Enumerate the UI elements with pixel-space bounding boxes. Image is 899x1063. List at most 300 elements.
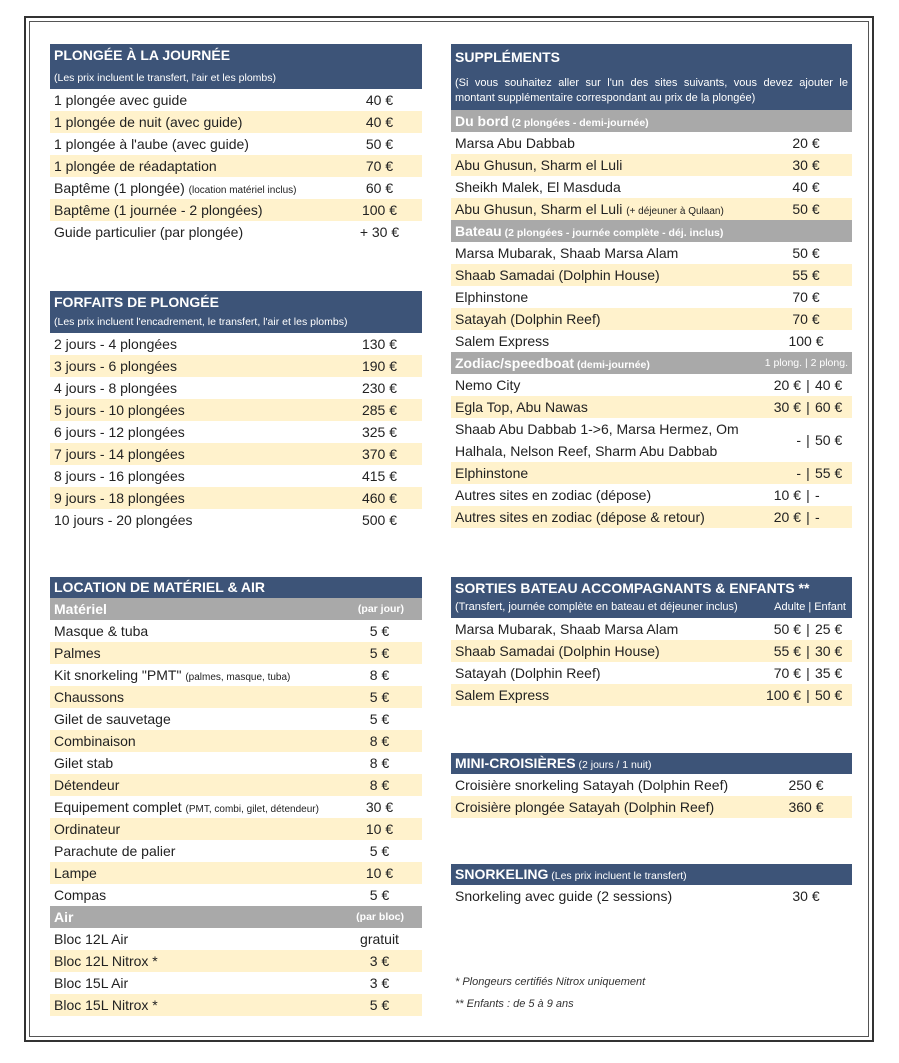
item-name (455, 242, 760, 264)
subheader-label: Bateau (455, 223, 502, 239)
item-name (455, 132, 760, 154)
item-label: Marsa Abu Dabbab (455, 135, 575, 151)
price-row (451, 154, 852, 176)
price-row (451, 618, 852, 640)
price-row (50, 884, 422, 906)
price-b: 25 € (815, 621, 843, 637)
item-label: 10 jours - 20 plongées (54, 512, 193, 528)
section-title: FORFAITS DE PLONGÉE (54, 294, 219, 310)
item-name (54, 928, 337, 950)
item-prices (760, 662, 852, 684)
item-label: Marsa Mubarak, Shaab Marsa Alam (455, 245, 679, 261)
price-row (451, 374, 852, 396)
item-prices (760, 418, 852, 462)
item-name (54, 443, 337, 465)
section-location (50, 577, 422, 1016)
price-row (50, 774, 422, 796)
section-header (50, 577, 422, 598)
item-label: Nemo City (455, 377, 521, 393)
column-b-label: 2 plong. (810, 357, 848, 369)
item-name (54, 199, 337, 221)
item-price: 5 € (369, 711, 390, 727)
item-price: 500 € (361, 512, 398, 528)
subheader-bateau (451, 220, 852, 242)
price-a: 20 € (773, 509, 801, 525)
item-label: 8 jours - 16 plongées (54, 468, 185, 484)
item-price: 360 € (788, 799, 824, 815)
section-subtitle: (Si vous souhaitez aller sur l'un des sites suivants, vous devez ajouter le montant supplémentaire correspondant au prix de la plongée) (455, 77, 848, 104)
item-name (54, 465, 337, 487)
item-label: Marsa Mubarak, Shaab Marsa Alam (455, 621, 679, 637)
section-header (50, 44, 422, 89)
price-row (50, 465, 422, 487)
item-price: 3 € (369, 975, 390, 991)
item-label: 7 jours - 14 plongées (54, 446, 185, 462)
item-name (54, 333, 337, 355)
item-name (54, 355, 337, 377)
item-name (54, 399, 337, 421)
item-name (455, 374, 760, 396)
item-name (455, 286, 760, 308)
item-price: 40 € (792, 179, 820, 195)
item-price: + 30 € (359, 224, 400, 240)
item-label: Guide particulier (par plongée) (54, 224, 244, 240)
item-note: (location matériel inclus) (188, 185, 297, 196)
item-price: 20 € (792, 135, 820, 151)
price-list (50, 333, 422, 531)
price-row (451, 684, 852, 706)
price-row (50, 620, 422, 642)
item-label: Détendeur (54, 777, 120, 793)
price-separator: | (806, 621, 810, 637)
section-title: SNORKELING (455, 866, 549, 882)
item-price: 50 € (792, 245, 820, 261)
price-list (451, 242, 852, 352)
item-name (455, 308, 760, 330)
item-label: Shaab Abu Dabbab 1->6, Marsa Hermez, Om Halhala, Nelson Reef, Sharm Abu Dabbab (455, 421, 739, 459)
price-row (451, 796, 852, 818)
price-separator: | (806, 509, 810, 525)
column-a-label: Adulte (774, 601, 806, 613)
item-price: 5 € (369, 689, 390, 705)
item-prices (760, 618, 852, 640)
subheader-detail: (demi-journée) (574, 359, 650, 371)
item-label: Salem Express (455, 333, 550, 349)
item-label: Baptême (1 plongée) (54, 180, 189, 196)
item-name (455, 506, 760, 528)
item-name (54, 774, 337, 796)
price-row (50, 443, 422, 465)
price-row (50, 421, 422, 443)
item-name (54, 840, 337, 862)
item-price: 460 € (361, 490, 398, 506)
item-prices (760, 684, 852, 706)
item-name (455, 618, 760, 640)
price-row (451, 640, 852, 662)
subheader-label: Zodiac/speedboat (455, 355, 575, 371)
item-name (54, 421, 337, 443)
price-row (50, 972, 422, 994)
section-accompagnants (451, 577, 852, 706)
item-price: 70 € (792, 311, 820, 327)
subheader-zodiac (451, 352, 852, 374)
item-price: 55 € (792, 267, 820, 283)
item-name (54, 862, 337, 884)
item-label: Bloc 12L Nitrox * (54, 953, 158, 969)
section-title: LOCATION DE MATÉRIEL & AIR (54, 579, 266, 595)
item-label: Combinaison (54, 733, 136, 749)
price-list (50, 89, 422, 243)
item-name (54, 509, 337, 531)
item-label: 4 jours - 8 plongées (54, 380, 177, 396)
price-row (451, 774, 852, 796)
price-row (451, 242, 852, 264)
price-row (451, 176, 852, 198)
item-note: (palmes, masque, tuba) (185, 672, 291, 683)
subheader-unit: (par bloc) (356, 911, 404, 923)
price-row (50, 355, 422, 377)
price-row (50, 133, 422, 155)
item-name (455, 154, 760, 176)
item-label: 1 plongée à l'aube (avec guide) (54, 136, 249, 152)
price-b: 60 € (815, 399, 843, 415)
price-separator: | (806, 487, 810, 503)
item-name (455, 484, 760, 506)
item-price: 30 € (365, 799, 394, 815)
item-name (455, 330, 760, 352)
item-price: 70 € (792, 289, 820, 305)
price-b: 30 € (815, 643, 843, 659)
item-price: 40 € (365, 114, 394, 130)
item-price: 230 € (361, 380, 398, 396)
price-row (50, 950, 422, 972)
item-label: Autres sites en zodiac (dépose & retour) (455, 509, 705, 525)
price-b: 40 € (815, 377, 843, 393)
price-separator: | (806, 643, 810, 659)
price-b: - (815, 487, 820, 503)
section-detail: (Les prix incluent le transfert) (548, 870, 687, 882)
item-name (455, 684, 760, 706)
item-label: Parachute de palier (54, 843, 176, 859)
item-label: Abu Ghusun, Sharm el Luli (455, 157, 623, 173)
item-name (54, 664, 337, 686)
item-label: Croisière plongée Satayah (Dolphin Reef) (455, 799, 715, 815)
item-label: Satayah (Dolphin Reef) (455, 311, 601, 327)
item-label: 1 plongée de nuit (avec guide) (54, 114, 243, 130)
item-prices (760, 484, 852, 506)
item-label: 1 plongée avec guide (54, 92, 188, 108)
price-list (451, 132, 852, 220)
item-name (54, 796, 337, 818)
item-name (54, 377, 337, 399)
item-name (455, 462, 760, 484)
item-price: 5 € (369, 645, 390, 661)
price-list (50, 620, 422, 906)
price-list (50, 928, 422, 1016)
price-b: 50 € (815, 432, 843, 448)
item-name (54, 177, 337, 199)
item-label: Shaab Samadai (Dolphin House) (455, 267, 660, 283)
price-list (451, 774, 852, 818)
item-price: 5 € (369, 887, 390, 903)
section-header (451, 864, 852, 885)
item-label: Kit snorkeling "PMT" (54, 667, 186, 683)
price-separator: | (806, 399, 810, 415)
price-row (50, 730, 422, 752)
item-prices (760, 462, 852, 484)
item-label: Abu Ghusun, Sharm el Luli (455, 201, 627, 217)
price-b: 55 € (815, 465, 843, 481)
subheader-label: Matériel (54, 601, 107, 617)
section-subtitle: (Les prix incluent le transfert, l'air et les plombs) (54, 72, 277, 84)
price-row (50, 377, 422, 399)
item-name (455, 264, 760, 286)
item-price: 130 € (361, 336, 398, 352)
price-separator: | (806, 465, 810, 481)
section-header (451, 577, 852, 618)
item-label: 9 jours - 18 plongées (54, 490, 185, 506)
item-name (455, 418, 760, 462)
item-price: 5 € (369, 843, 390, 859)
item-price: 285 € (361, 402, 398, 418)
price-separator: | (806, 687, 810, 703)
item-name (54, 642, 337, 664)
price-a: 50 € (773, 621, 801, 637)
price-a: 100 € (765, 687, 801, 703)
column-a-label: 1 plong. (764, 357, 803, 369)
price-row (451, 885, 852, 907)
section-title: SORTIES BATEAU ACCOMPAGNANTS & ENFANTS ** (455, 580, 810, 596)
item-name (54, 730, 337, 752)
item-label: Ordinateur (54, 821, 121, 837)
item-price: 60 € (365, 180, 394, 196)
item-price: 5 € (369, 623, 390, 639)
price-row (451, 662, 852, 684)
price-row (50, 752, 422, 774)
section-journee (50, 44, 422, 243)
item-name (455, 198, 760, 220)
price-list (451, 374, 852, 528)
item-price: 8 € (369, 733, 390, 749)
item-name (455, 885, 760, 907)
price-row (50, 664, 422, 686)
item-label: Lampe (54, 865, 97, 881)
item-name (54, 620, 337, 642)
price-a: 20 € (773, 377, 801, 393)
price-separator: | (806, 432, 810, 448)
item-prices (760, 640, 852, 662)
price-row (50, 840, 422, 862)
price-row (451, 506, 852, 528)
price-a: 55 € (773, 643, 801, 659)
item-name (54, 155, 337, 177)
item-price: 10 € (365, 865, 394, 881)
item-price: 415 € (361, 468, 398, 484)
price-row (451, 330, 852, 352)
price-row (451, 198, 852, 220)
subheader-materiel (50, 598, 422, 620)
subheader-unit: (par jour) (357, 603, 404, 615)
item-label: Sheikh Malek, El Masduda (455, 179, 621, 195)
item-label: 5 jours - 10 plongées (54, 402, 185, 418)
subheader-detail: (2 plongées - journée complète - déj. inclus) (501, 227, 724, 239)
item-label: Croisière snorkeling Satayah (Dolphin Reef) (455, 777, 729, 793)
subheader-air (50, 906, 422, 928)
item-name (455, 396, 760, 418)
section-supplements (451, 44, 852, 528)
item-name (54, 133, 337, 155)
item-prices (760, 506, 852, 528)
item-label: Snorkeling avec guide (2 sessions) (455, 888, 673, 904)
item-name (455, 176, 760, 198)
item-price: 100 € (788, 333, 824, 349)
item-price: 40 € (365, 92, 394, 108)
item-price: 50 € (365, 136, 394, 152)
footnote-enfants: ** Enfants : de 5 à 9 ans (455, 998, 574, 1010)
item-note: (PMT, combi, gilet, détendeur) (185, 804, 319, 815)
section-title: PLONGÉE À LA JOURNÉE (54, 47, 231, 63)
section-title: SUPPLÉMENTS (455, 49, 561, 65)
item-label: Bloc 15L Nitrox * (54, 997, 158, 1013)
section-croisieres (451, 753, 852, 818)
subheader-label: Air (54, 909, 74, 925)
section-header (50, 291, 422, 333)
item-name (54, 686, 337, 708)
price-a: - (796, 432, 801, 448)
item-label: Elphinstone (455, 289, 529, 305)
section-header (451, 753, 852, 774)
item-price: 70 € (365, 158, 394, 174)
price-row (50, 177, 422, 199)
item-label: Satayah (Dolphin Reef) (455, 665, 601, 681)
item-name (54, 994, 337, 1016)
price-b: 35 € (815, 665, 843, 681)
price-row (50, 862, 422, 884)
item-name (54, 487, 337, 509)
subheader-du-bord (451, 110, 852, 132)
item-price: 8 € (369, 667, 390, 683)
section-forfaits (50, 291, 422, 531)
item-label: Chaussons (54, 689, 125, 705)
item-price: 100 € (361, 202, 398, 218)
section-detail: (2 jours / 1 nuit) (575, 759, 652, 771)
price-a: 10 € (773, 487, 801, 503)
price-b: 50 € (815, 687, 843, 703)
item-label: 1 plongée de réadaptation (54, 158, 217, 174)
item-label: 6 jours - 12 plongées (54, 424, 185, 440)
price-row (50, 199, 422, 221)
item-label: Bloc 12L Air (54, 931, 129, 947)
item-label: Gilet stab (54, 755, 114, 771)
subheader-detail: (2 plongées - demi-journée) (508, 117, 649, 129)
item-name (455, 662, 760, 684)
price-b: - (815, 509, 820, 525)
item-price: 50 € (792, 201, 820, 217)
price-row (50, 708, 422, 730)
item-label: Salem Express (455, 687, 550, 703)
item-label: Egla Top, Abu Nawas (455, 399, 588, 415)
section-subtitle: (Les prix incluent l'encadrement, le transfert, l'air et les plombs) (54, 316, 348, 328)
price-row (451, 396, 852, 418)
item-label: Baptême (1 journée - 2 plongées) (54, 202, 263, 218)
item-label: Bloc 15L Air (54, 975, 129, 991)
item-name (455, 640, 760, 662)
price-row (50, 89, 422, 111)
price-row (50, 155, 422, 177)
item-price: 30 € (792, 157, 820, 173)
price-row (50, 221, 422, 243)
price-row (50, 686, 422, 708)
subheader-label: Du bord (455, 113, 509, 129)
item-price: 5 € (369, 997, 390, 1013)
price-a: 70 € (773, 665, 801, 681)
section-subtitle-row: (Transfert, journée complète en bateau et déjeuner inclus) Adulte | Enfant (455, 601, 846, 613)
item-note: (+ déjeuner à Qulaan) (626, 206, 724, 217)
item-price: 8 € (369, 755, 390, 771)
price-row (50, 642, 422, 664)
price-row (451, 308, 852, 330)
section-snorkeling (451, 864, 852, 907)
price-row (451, 286, 852, 308)
item-price: 3 € (369, 953, 390, 969)
price-row (451, 462, 852, 484)
price-row (50, 487, 422, 509)
subheader-columns: 1 plong. | 2 plong. (764, 357, 848, 369)
item-prices (760, 396, 852, 418)
item-name (54, 818, 337, 840)
section-subtitle: (Transfert, journée complète en bateau et déjeuner inclus) (455, 601, 738, 613)
item-name (54, 972, 337, 994)
item-price: 325 € (361, 424, 398, 440)
item-name (54, 708, 337, 730)
price-row (451, 484, 852, 506)
item-name (455, 796, 760, 818)
item-label: Autres sites en zodiac (dépose) (455, 487, 652, 503)
price-row (50, 509, 422, 531)
price-row (50, 818, 422, 840)
price-row (50, 111, 422, 133)
item-name (54, 221, 337, 243)
price-row (50, 928, 422, 950)
item-price: gratuit (360, 931, 399, 947)
item-price: 10 € (365, 821, 394, 837)
price-list (451, 885, 852, 907)
item-name (54, 950, 337, 972)
item-label: 2 jours - 4 plongées (54, 336, 177, 352)
item-name (455, 774, 760, 796)
item-label: Masque & tuba (54, 623, 149, 639)
item-name (54, 89, 337, 111)
item-name (54, 111, 337, 133)
item-label: 3 jours - 6 plongées (54, 358, 177, 374)
price-row (50, 796, 422, 818)
price-row (50, 333, 422, 355)
section-header (451, 44, 852, 110)
price-row (50, 399, 422, 421)
column-b-label: Enfant (814, 601, 846, 613)
item-price: 370 € (361, 446, 398, 462)
price-row (451, 418, 852, 462)
item-label: Compas (54, 887, 107, 903)
item-price: 30 € (792, 888, 820, 904)
item-prices (760, 374, 852, 396)
section-title: MINI-CROISIÈRES (455, 755, 576, 771)
price-separator: | (806, 665, 810, 681)
footnotes (455, 971, 645, 1015)
price-a: - (796, 465, 801, 481)
price-row (50, 994, 422, 1016)
price-a: 30 € (773, 399, 801, 415)
